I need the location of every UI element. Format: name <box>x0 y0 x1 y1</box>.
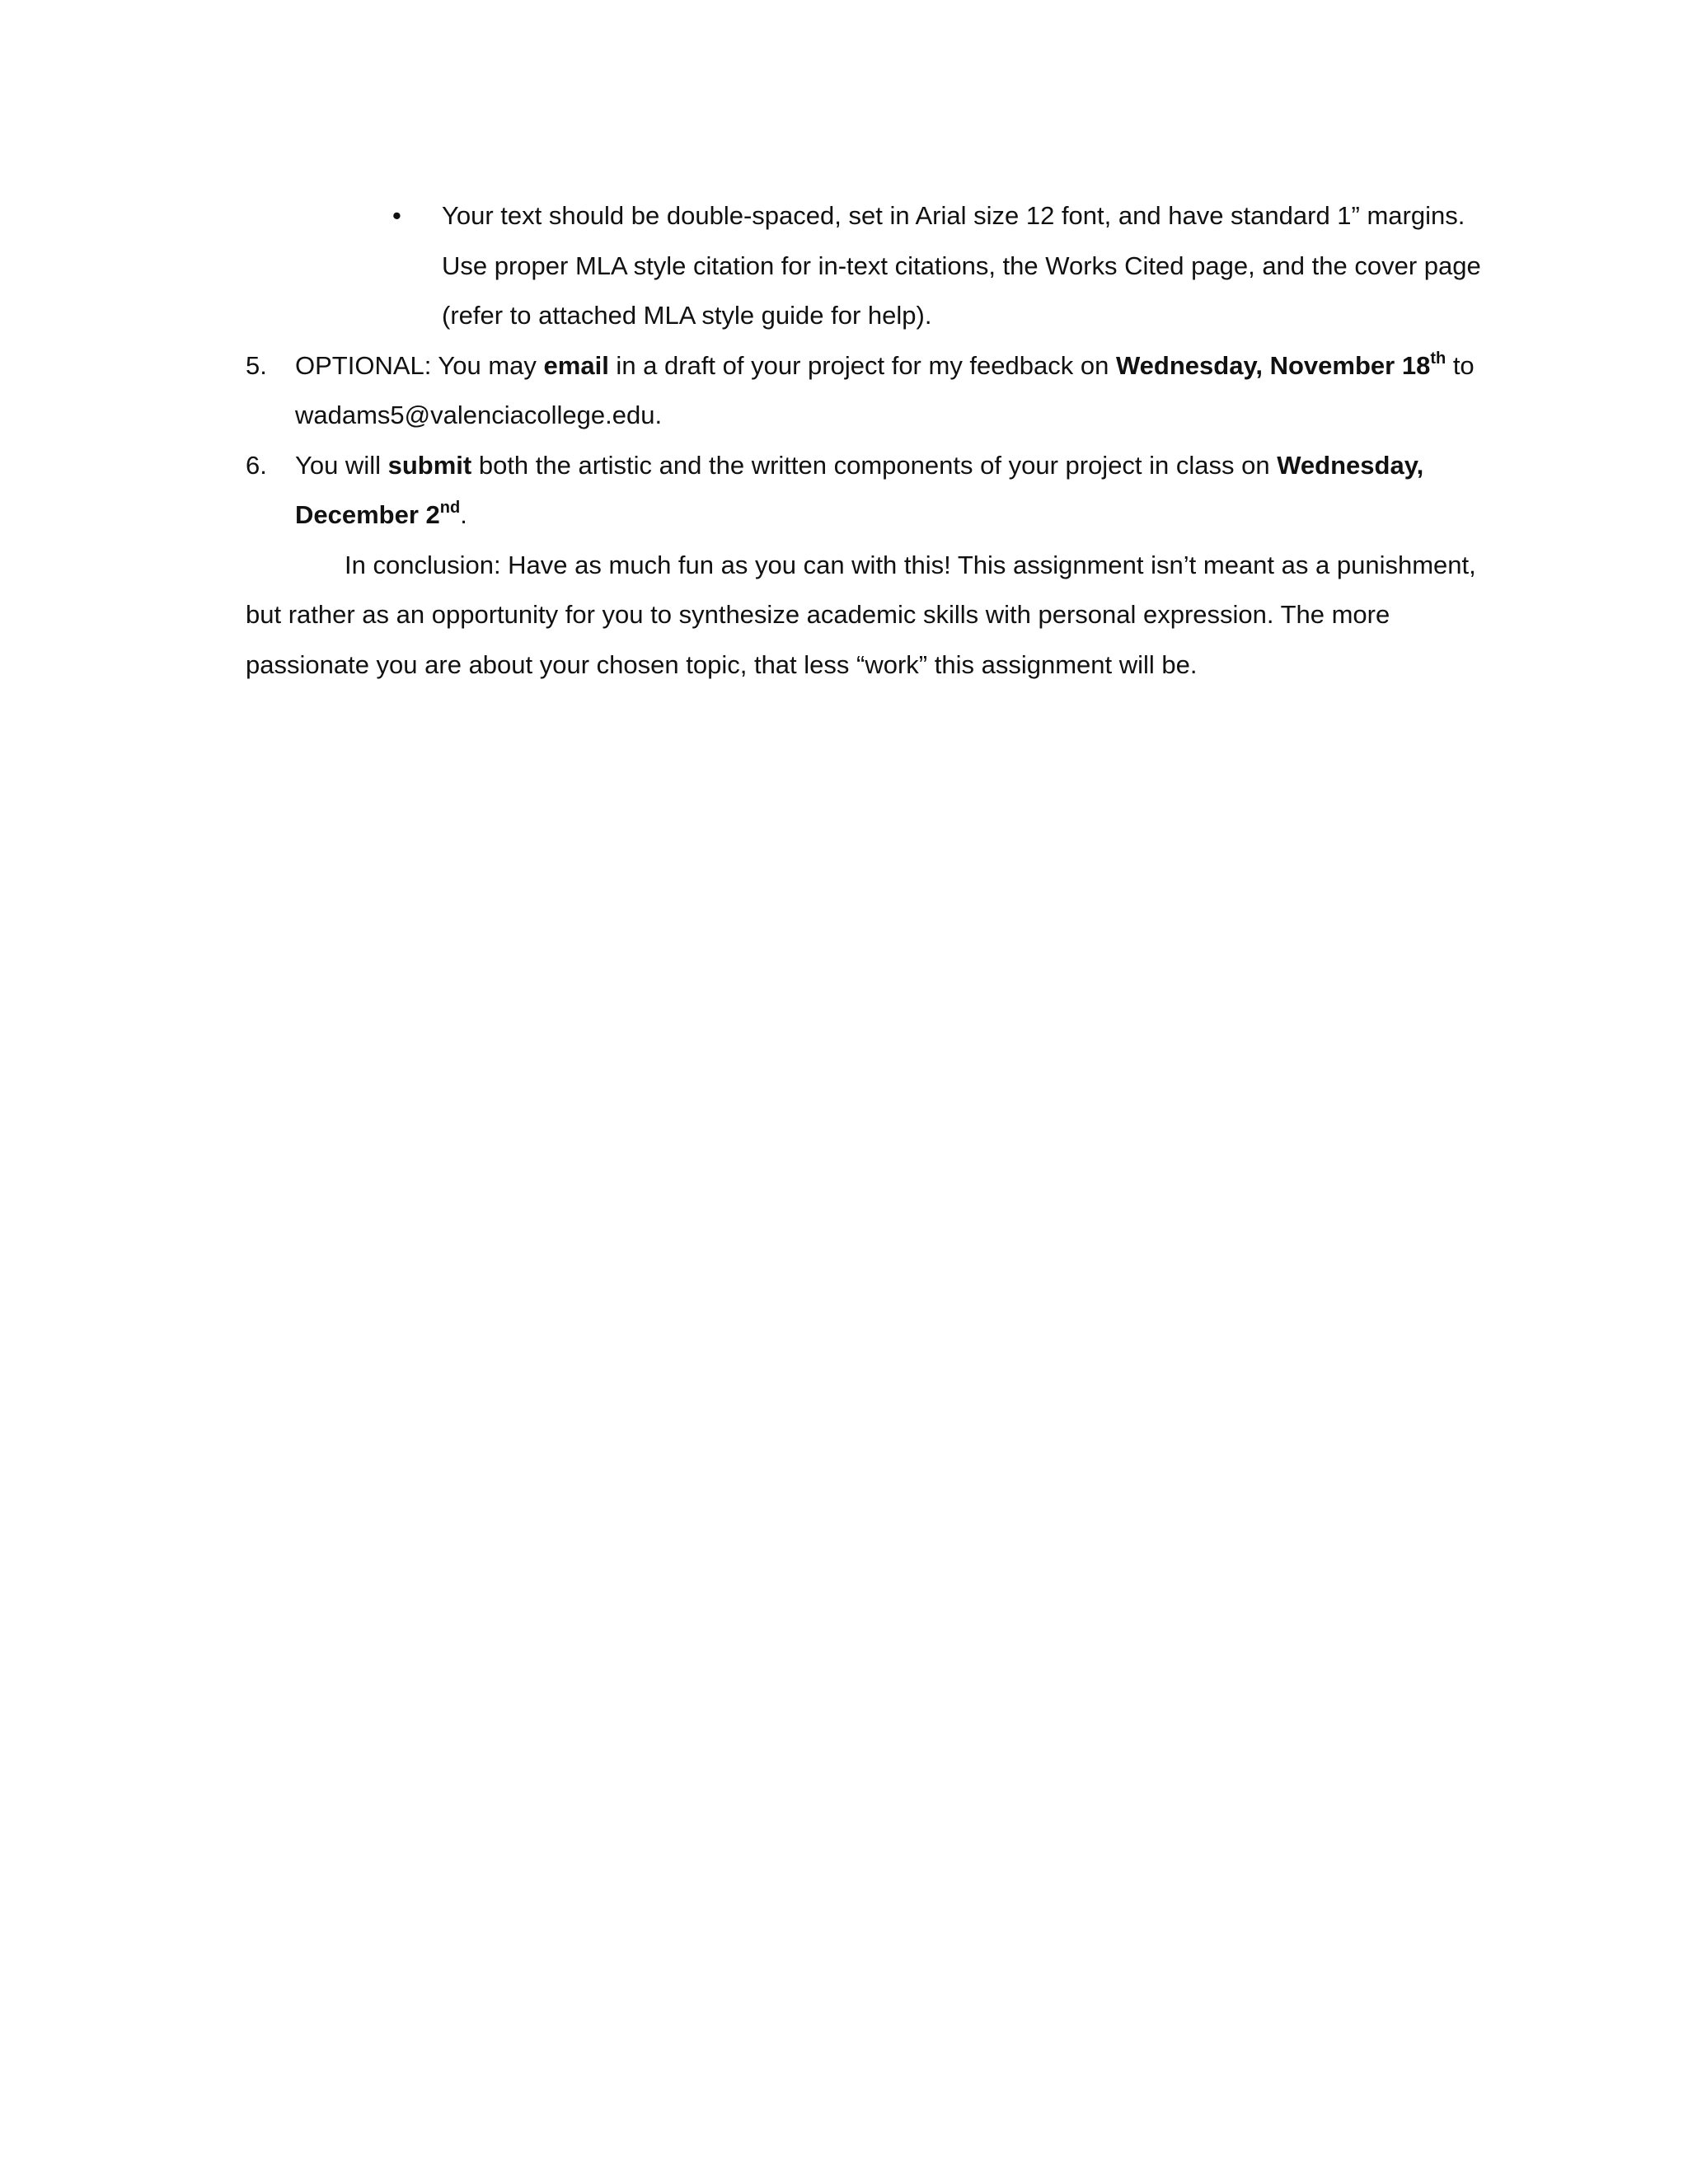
list-item-6 <box>246 441 1515 541</box>
list-number-6: 6. <box>246 450 267 480</box>
item5-bold-date <box>1116 351 1446 380</box>
conclusion-paragraph: In conclusion: Have as much fun as you can with this! This assignment isn’t meant as a punishment, but rather as an opportunity for you to synthesize academic skills with personal expression. The more passionate you are about your chosen topic, that less “work” this assignment will be. <box>246 550 1476 679</box>
item5-bold-email: email <box>543 350 609 380</box>
item6-date-suffix: nd <box>439 499 461 517</box>
list-number-5: 5. <box>246 350 267 380</box>
document-body <box>246 191 1515 690</box>
item5-text-2: in a draft of your project for my feedback on <box>608 350 1116 380</box>
item5-text-3: to wadams5@valenciacollege.edu. <box>295 350 1475 429</box>
bullet-text: Your text should be double-spaced, set in Arial size 12 font, and have standard 1” margins. Use proper MLA style citation for in-text citations, the Works Cited page, and the cover page (refer to attached MLA style guide for help). <box>442 201 1481 330</box>
bullet-list-item <box>246 191 1515 341</box>
item6-text-2: both the artistic and the written components of your project in class on <box>471 450 1278 480</box>
item6-bold-submit: submit <box>387 450 472 480</box>
bullet-marker: • <box>392 201 401 230</box>
list-item-5 <box>246 341 1515 441</box>
item6-date-text: Wednesday, December 2 <box>295 450 1424 529</box>
item5-date-suffix: th <box>1430 349 1447 368</box>
item6-text-1: You will <box>295 450 388 480</box>
item6-text-3: . <box>460 500 467 529</box>
item5-text-1: OPTIONAL: You may <box>295 350 544 380</box>
item5-date-text: Wednesday, November 18 <box>1115 350 1431 380</box>
